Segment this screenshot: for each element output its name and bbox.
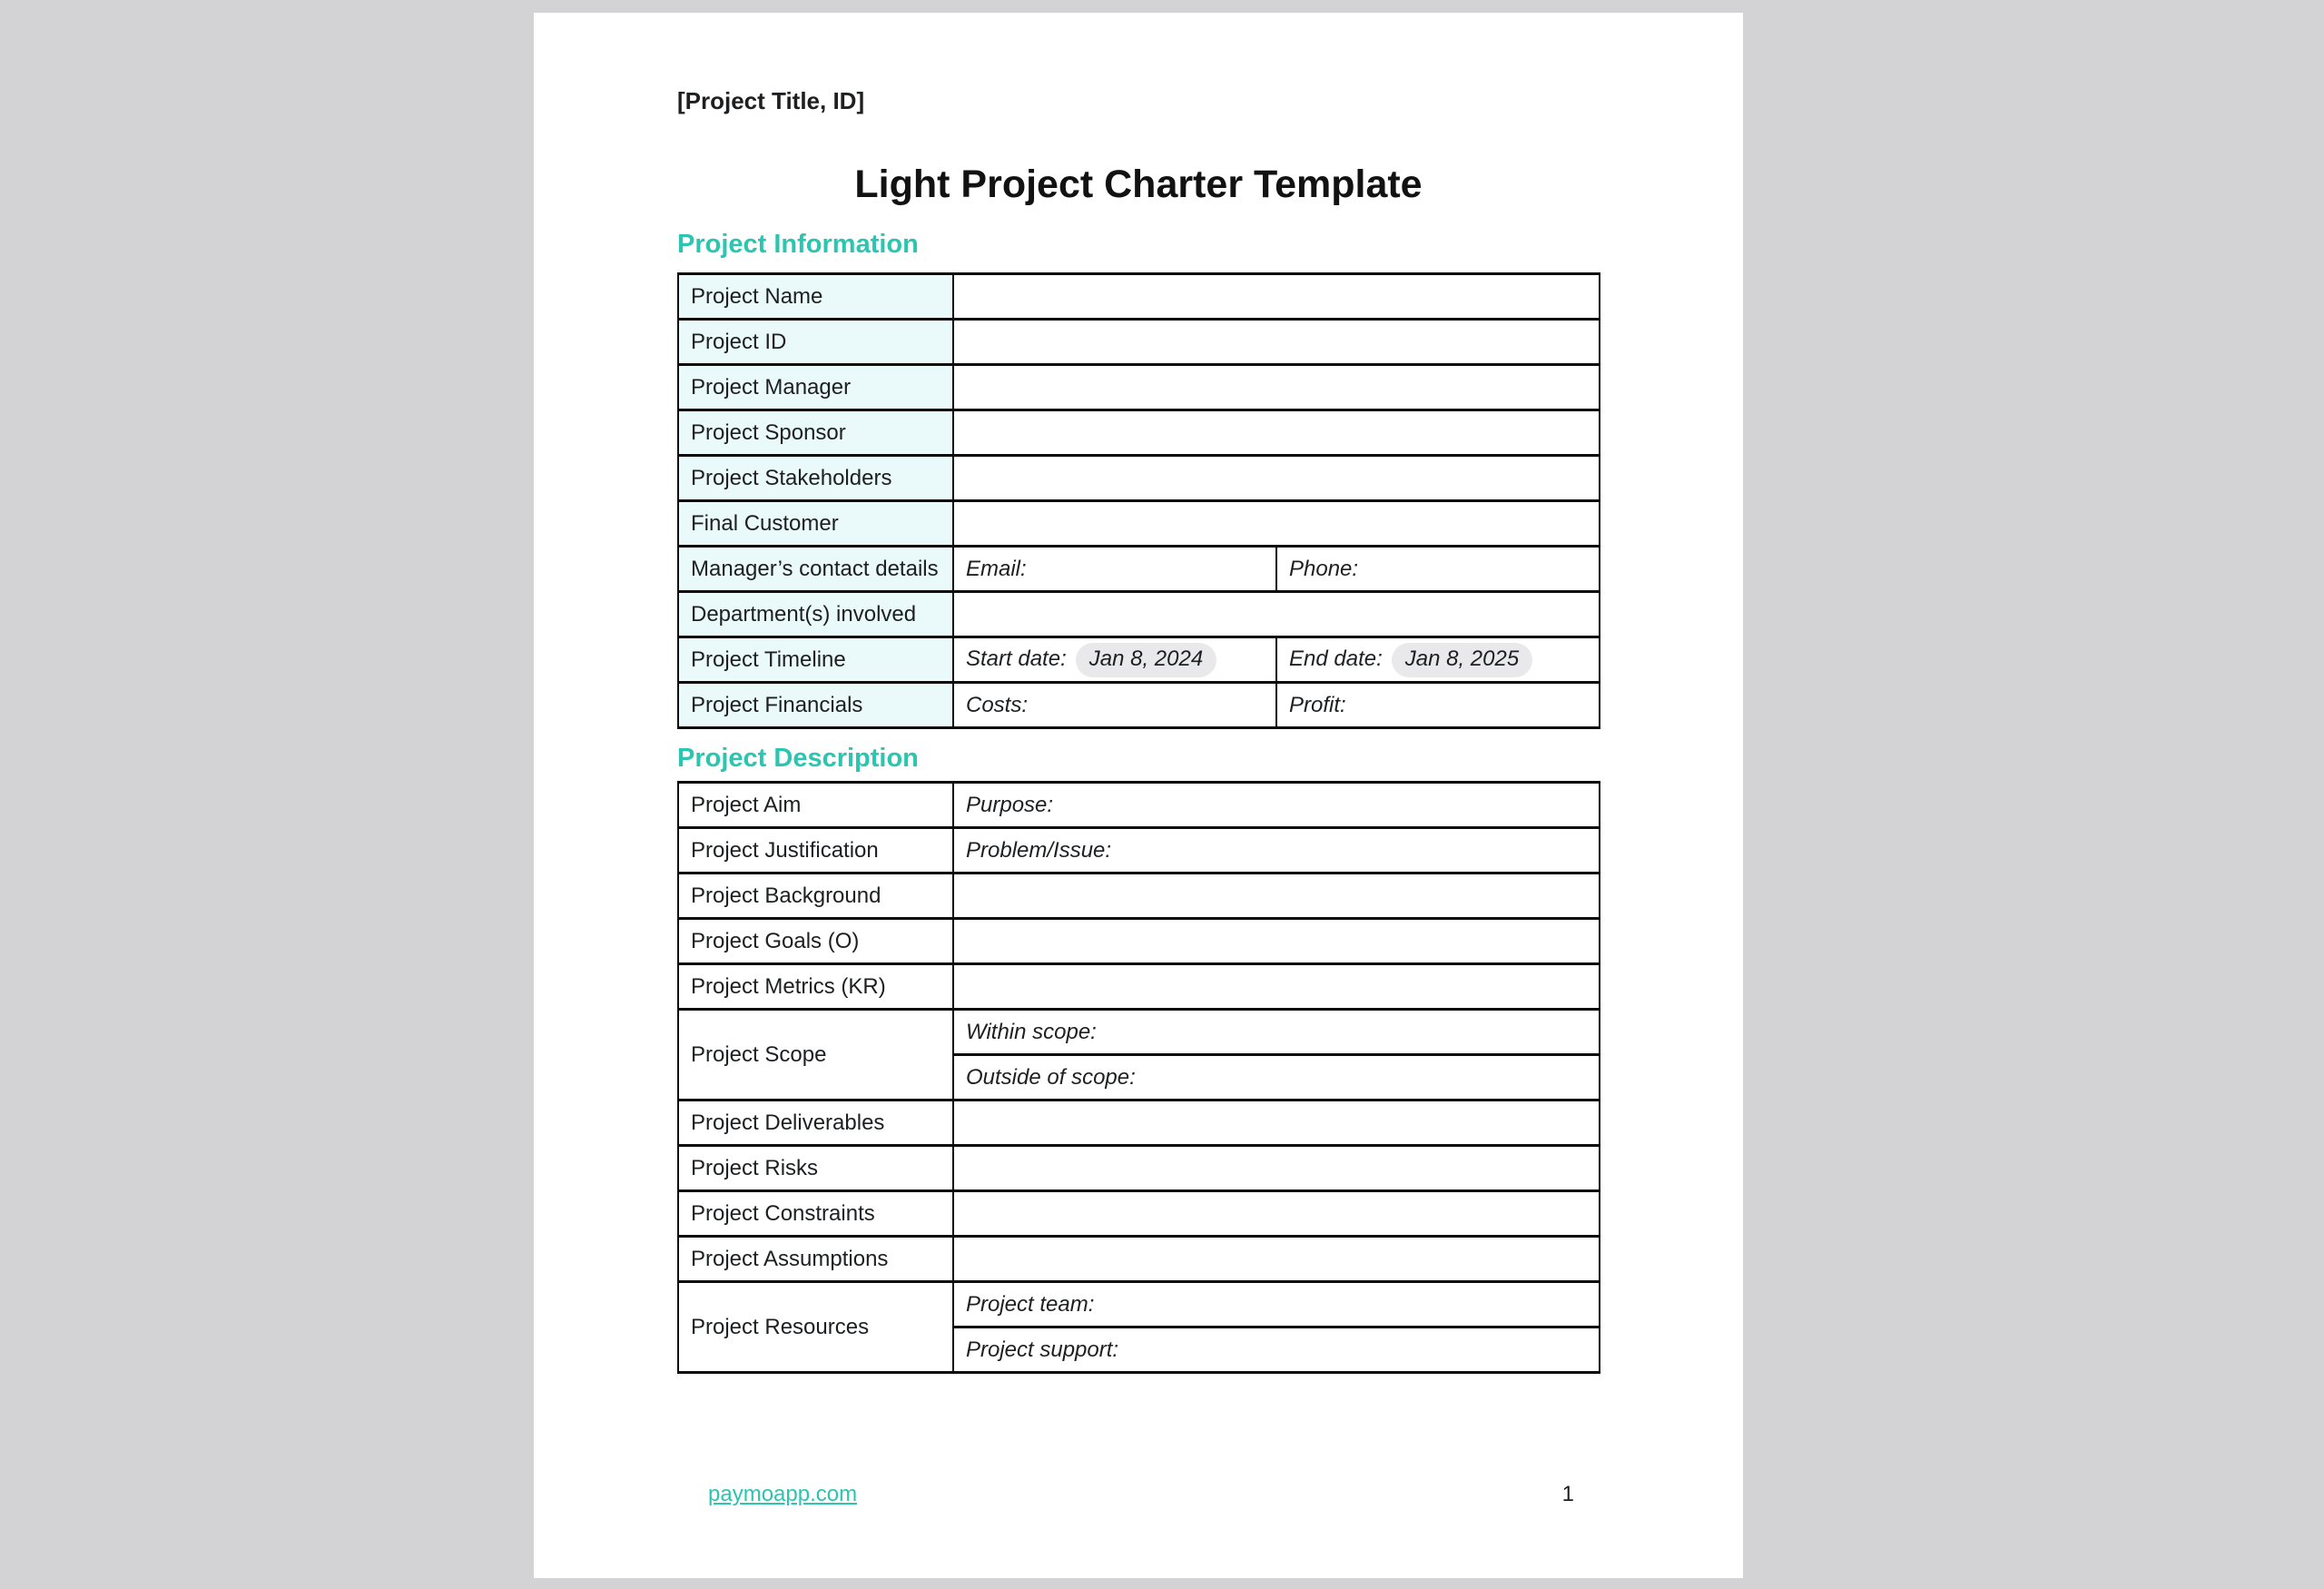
row-label-cell: Project ID — [678, 320, 953, 365]
value-cell-project-support[interactable] — [953, 1327, 1600, 1373]
doc-title: Light Project Charter Template — [854, 163, 1423, 206]
row-label-cell: Project Constraints — [678, 1191, 953, 1237]
row-label-cell: Project Name — [678, 274, 953, 320]
row-label-cell: Project Risks — [678, 1146, 953, 1191]
row-label-cell: Project Stakeholders — [678, 456, 953, 501]
date-chip[interactable]: Jan 8, 2025 — [1392, 643, 1532, 677]
table-row — [678, 274, 1600, 320]
row-label-cell: Department(s) involved — [678, 592, 953, 637]
value-cell-email[interactable] — [953, 547, 1276, 592]
row-label-cell: Project Sponsor — [678, 410, 953, 456]
field-prompt: Outside of scope: — [966, 1064, 1136, 1090]
doc-header-label: [Project Title, ID] — [677, 87, 865, 114]
section-heading-project-description: Project Description — [677, 744, 919, 773]
table-row — [678, 547, 1600, 592]
row-label-cell: Final Customer — [678, 501, 953, 547]
row-label-cell: Project Metrics (KR) — [678, 964, 953, 1010]
value-cell-end-date[interactable] — [1276, 637, 1600, 683]
table-row — [678, 320, 1600, 365]
value-cell[interactable] — [953, 873, 1600, 919]
row-label-cell: Project Deliverables — [678, 1100, 953, 1146]
value-cell[interactable] — [953, 1237, 1600, 1282]
value-cell-phone[interactable] — [1276, 547, 1600, 592]
value-cell[interactable] — [953, 828, 1600, 873]
project-info-table — [677, 272, 1600, 729]
table-row — [678, 365, 1600, 410]
value-cell[interactable] — [953, 456, 1600, 501]
value-cell[interactable] — [953, 410, 1600, 456]
page-number: 1 — [1561, 1482, 1574, 1506]
row-label-cell: Project Scope — [678, 1010, 953, 1100]
value-cell[interactable] — [953, 1146, 1600, 1191]
value-cell-outside-scope[interactable] — [953, 1055, 1600, 1100]
table-row — [678, 1191, 1600, 1237]
table-row — [678, 456, 1600, 501]
document-page — [534, 13, 1743, 1578]
field-prompt: Project team: — [966, 1291, 1095, 1317]
value-cell[interactable] — [953, 501, 1600, 547]
row-label-cell: Manager’s contact details — [678, 547, 953, 592]
project-description-table — [677, 781, 1600, 1374]
value-cell[interactable] — [953, 274, 1600, 320]
table-row — [678, 1237, 1600, 1282]
value-cell-project-team[interactable] — [953, 1282, 1600, 1327]
table-row — [678, 1100, 1600, 1146]
table-row — [678, 410, 1600, 456]
row-label-cell: Project Aim — [678, 783, 953, 828]
table-row — [678, 1010, 1600, 1055]
footer-link[interactable]: paymoapp.com — [708, 1482, 858, 1506]
field-prompt: Profit: — [1289, 692, 1346, 717]
table-row — [678, 683, 1600, 728]
row-label-cell: Project Assumptions — [678, 1237, 953, 1282]
value-cell[interactable] — [953, 1191, 1600, 1237]
field-prompt: Purpose: — [966, 792, 1054, 817]
value-cell-within-scope[interactable] — [953, 1010, 1600, 1055]
page-footer — [708, 1482, 1574, 1507]
row-label-cell: Project Justification — [678, 828, 953, 873]
date-chip[interactable]: Jan 8, 2024 — [1076, 643, 1216, 677]
value-cell-profit[interactable] — [1276, 683, 1600, 728]
value-cell[interactable] — [953, 320, 1600, 365]
table-row — [678, 783, 1600, 828]
table-row — [678, 501, 1600, 547]
value-cell[interactable] — [953, 783, 1600, 828]
row-label-cell: Project Timeline — [678, 637, 953, 683]
table-row — [678, 873, 1600, 919]
table-row — [678, 828, 1600, 873]
value-cell-costs[interactable] — [953, 683, 1276, 728]
field-prompt: Phone: — [1289, 556, 1359, 581]
table-row — [678, 1146, 1600, 1191]
value-cell[interactable] — [953, 1100, 1600, 1146]
table-row — [678, 1282, 1600, 1327]
field-prompt: End date: — [1289, 646, 1383, 671]
value-cell[interactable] — [953, 592, 1600, 637]
section-heading-project-information: Project Information — [677, 230, 919, 259]
field-prompt: Project support: — [966, 1337, 1119, 1362]
table-row — [678, 919, 1600, 964]
value-cell[interactable] — [953, 964, 1600, 1010]
value-cell[interactable] — [953, 365, 1600, 410]
row-label-cell: Project Manager — [678, 365, 953, 410]
table-row — [678, 592, 1600, 637]
row-label-cell: Project Financials — [678, 683, 953, 728]
field-prompt: Costs: — [966, 692, 1029, 717]
value-cell[interactable] — [953, 919, 1600, 964]
field-prompt: Problem/Issue: — [966, 837, 1112, 863]
value-cell-start-date[interactable] — [953, 637, 1276, 683]
field-prompt: Within scope: — [966, 1019, 1097, 1044]
row-label-cell: Project Resources — [678, 1282, 953, 1373]
table-row — [678, 964, 1600, 1010]
row-label-cell: Project Goals (O) — [678, 919, 953, 964]
row-label-cell: Project Background — [678, 873, 953, 919]
field-prompt: Start date: — [966, 646, 1067, 671]
field-prompt: Email: — [966, 556, 1027, 581]
table-row — [678, 637, 1600, 683]
